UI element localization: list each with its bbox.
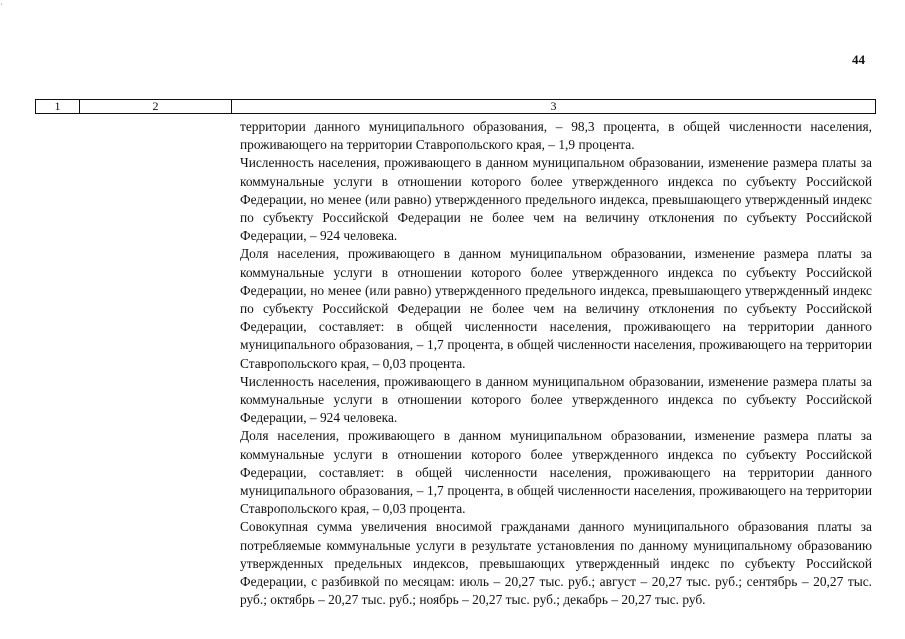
paragraph-population-share-1: Доля населения, проживающего в данном муниципальном образовании, изменение размера платы за коммунальные услуги в отношении которого более утвержденного индекса по субъекту Российской Федерации, но менее (или равно) утвержденного предельного индекса, превышающего утвержденный индекс по субъекту Российской Федерации не более чем на величину отклонения по субъекту Российской Федерации, составляет: в общей численности населения, проживающего на территории данного муниципального образования, – 1,7 процента, в общей численности населения, проживающего на территории Ставропольского края, – 0,03 процента. xyxy=(240,246,872,371)
column-header-table xyxy=(35,99,876,114)
document-body xyxy=(240,118,872,609)
column-header-1: 1 xyxy=(36,100,80,114)
paragraph-continuation: территории данного муниципального образования, – 98,3 процента, в общей численности населения, проживающего на территории Ставропольского края, – 1,9 процента. xyxy=(240,119,872,153)
page-number: 44 xyxy=(852,52,865,67)
column-header-3: 3 xyxy=(232,100,876,114)
corner-mark: ' xyxy=(1,2,3,11)
column-header-row xyxy=(36,100,876,114)
paragraph-population-count-2: Численность населения, проживающего в данном муниципальном образовании, изменение размера платы за коммунальные услуги в отношении которого более утвержденного индекса по субъекту Российской Федерации, – 924 человека. xyxy=(240,373,872,426)
paragraph-population-share-2: Доля населения, проживающего в данном муниципальном образовании, изменение размера платы за коммунальные услуги в отношении которого более утвержденного индекса по субъекту Российской Федерации, составляет: в общей численности населения, проживающего на территории данного муниципального образования, – 1,7 процента, в общей численности населения, проживающего на территории Ставропольского края, – 0,03 процента. xyxy=(240,428,872,517)
column-header-2: 2 xyxy=(80,100,232,114)
paragraph-population-count-1: Численность населения, проживающего в данном муниципальном образовании, изменение размера платы за коммунальные услуги в отношении которого более утвержденного индекса по субъекту Российской Федерации, но менее (или равно) утвержденного предельного индекса, превышающего утвержденный индекс по субъекту Российской Федерации не более чем на величину отклонения по субъекту Российской Федерации, – 924 человека. xyxy=(240,155,872,244)
paragraph-total-increase: Совокупная сумма увеличения вносимой гражданами данного муниципального образования платы за потребляемые коммунальные услуги в результате установления по данному муниципальному образованию утвержденных предельных индексов, превышающих утвержденный индекс по субъекту Российской Федерации, с разбивкой по месяцам: июль – 20,27 тыс. руб.; август – 20,27 тыс. руб.; сентябрь – 20,27 тыс. руб.; октябрь – 20,27 тыс. руб.; ноябрь – 20,27 тыс. руб.; декабрь – 20,27 тыс. руб. xyxy=(240,519,872,608)
